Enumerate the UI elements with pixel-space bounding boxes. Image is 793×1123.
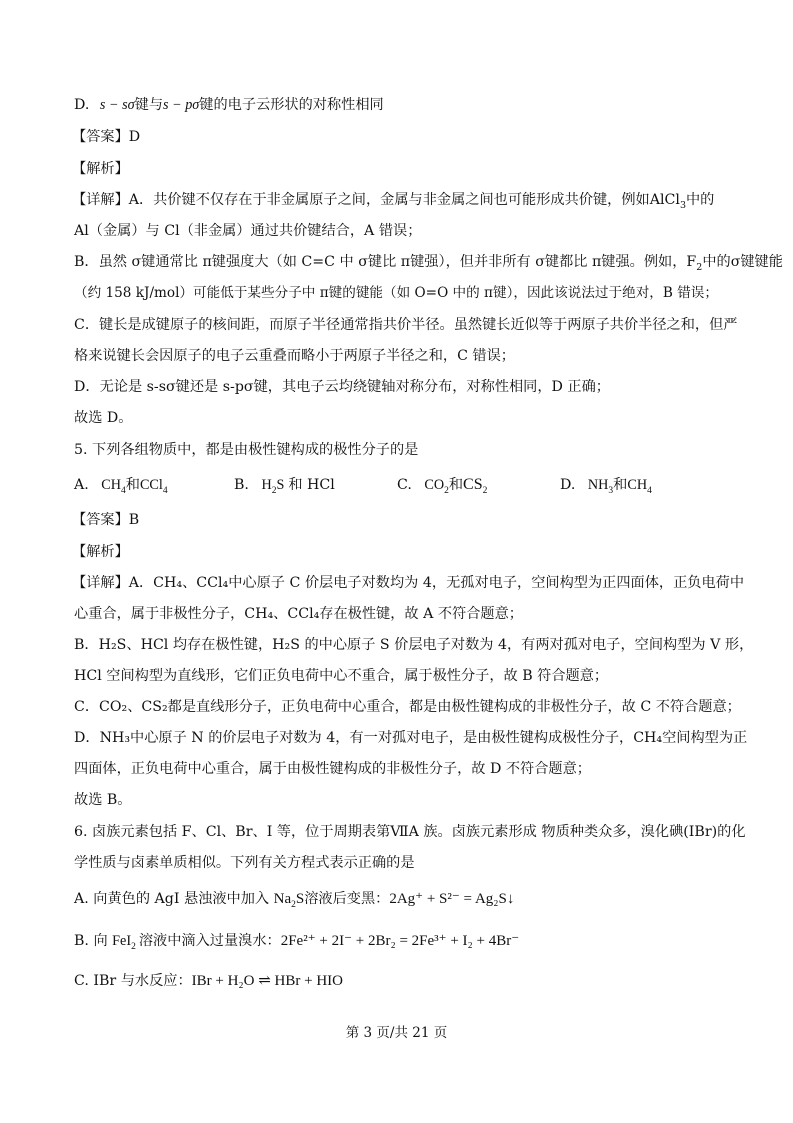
q4-detail-line-7: D．无论是 s-sσ键还是 s-pσ键，其电子云均绕键轴对称分布，对称性相同，D 正确； bbox=[74, 379, 610, 395]
q4-detail-line-3: B．虽然 σ键通常比 π键强度大（如 C=C 中 σ键比 π键强），但并非所有 σ键都比 π键强。例如，$F_2$中的σ键键能 bbox=[74, 254, 783, 273]
q5-options bbox=[74, 476, 737, 496]
q4-answer: 【答案】D bbox=[72, 129, 141, 145]
q6-stem-line-1: 6. 卤族元素包括 F、Cl、Br、I 等，位于周期表第ⅦA 族。卤族元素形成 物质种类众多，溴化碘(IBr)的化 bbox=[74, 824, 746, 840]
formula-ss-sigma: s − sσ bbox=[99, 97, 135, 113]
q5-option-b: B. $H_2S$ 和 HCl bbox=[234, 477, 335, 496]
q5-stem: 5. 下列各组物质中，都是由极性键构成的极性分子的是 bbox=[74, 442, 419, 458]
option-label: D. bbox=[74, 97, 90, 113]
q4-detail-line-1: 【详解】A．共价键不仅存在于非金属原子之间，金属与非金属之间也可能形成共价键，例如AlCl$_3$中的 bbox=[72, 192, 715, 211]
q5-analysis-heading: 【解析】 bbox=[72, 544, 129, 560]
page-footer: 第 3 页/共 21 页 bbox=[345, 1025, 448, 1041]
q4-analysis-heading: 【解析】 bbox=[72, 161, 129, 177]
q4-detail-line-6: 格来说键长会因原子的电子云重叠而略小于两原子半径之和，C 错误； bbox=[74, 348, 515, 364]
q6-stem-line-2: 学性质与卤素单质相似。下列有关方程式表示正确的是 bbox=[74, 855, 415, 871]
q5-detail-line-8: 故选 B。 bbox=[74, 792, 132, 808]
q5-detail-line-7: 四面体，正负电荷中心重合，属于由极性键构成的非极性分子，故 D 不符合题意； bbox=[74, 761, 591, 777]
equation-a: 2Ag⁺ + S²⁻ = Ag₂S↓ bbox=[389, 891, 515, 907]
q4-detail-line-4: （约 158 kJ/mol）可能低于某些分子中 π键的键能（如 O=O 中的 π键），因此该说法过于绝对，B 错误； bbox=[74, 285, 718, 301]
q5-detail-line-3: B．H₂S、HCl 均存在极性键，H₂S 的中心原子 S 价层电子对数为 4，有两对孤对电子，空间构型为 V 形， bbox=[74, 637, 754, 653]
q6-option-a: A. 向黄色的 AgI 悬浊液中加入 $Na_2S$溶液后变黑：2Ag⁺ + S²⁻ = Ag₂S↓ bbox=[74, 891, 515, 910]
q4-detail-line-2: Al（金属）与 Cl（非金属）通过共价键结合，A 错误； bbox=[74, 223, 422, 239]
q4-detail-line-8: 故选 D。 bbox=[74, 410, 133, 426]
equation-b: 2Fe²⁺ + 2I⁻ + 2Br₂ = 2Fe³⁺ + I₂ + 4Br⁻ bbox=[280, 933, 520, 949]
q6-option-c: C. IBr 与水反应：IBr + H₂O ⇌ HBr + HIO bbox=[74, 973, 344, 989]
q5-option-a: A. $CH_4$和CCl$_4$ bbox=[74, 477, 168, 496]
q5-detail-line-4: HCl 空间构型为直线形，它们正负电荷中心不重合，属于极性分子，故 B 符合题意； bbox=[74, 668, 609, 684]
q5-detail-line-1: 【详解】A．CH₄、CCl₄中心原子 C 价层电子对数均为 4，无孤对电子，空间构型为正四面体，正负电荷中 bbox=[72, 575, 745, 591]
q5-option-d: D. $NH_3$和$CH_4$ bbox=[560, 477, 652, 496]
q5-option-c: C. $CO_2$和$CS_2$ bbox=[397, 476, 488, 496]
q5-answer: 【答案】B bbox=[72, 512, 140, 528]
formula-sp-sigma: s − pσ bbox=[163, 97, 200, 113]
equation-c: IBr + H₂O ⇌ HBr + HIO bbox=[191, 973, 344, 989]
q4-option-d: D. s − sσ键与s − pσ键的电子云形状的对称性相同 bbox=[74, 97, 384, 113]
q4-detail-line-5: C．键长是成键原子的核间距，而原子半径通常指共价半径。虽然键长近似等于两原子共价半径之和，但严 bbox=[74, 317, 738, 333]
q5-detail-line-5: C．CO₂、CS₂都是直线形分子，正负电荷中心重合，都是由极性键构成的非极性分子，故 C 不符合题意； bbox=[74, 699, 741, 715]
q5-detail-line-6: D．NH₃中心原子 N 的价层电子对数为 4，有一对孤对电子，是由极性键构成极性分子，CH₄空间构型为正 bbox=[74, 730, 748, 746]
q5-detail-line-2: 心重合，属于非极性分子，CH₄、CCl₄存在极性键，故 A 不符合题意； bbox=[74, 606, 523, 622]
q6-option-b: B. 向 FeI$_2$ 溶液中滴入过量溴水：2Fe²⁺ + 2I⁻ + 2Br₂ = 2Fe³⁺ + I₂ + 4Br⁻ bbox=[74, 933, 520, 952]
